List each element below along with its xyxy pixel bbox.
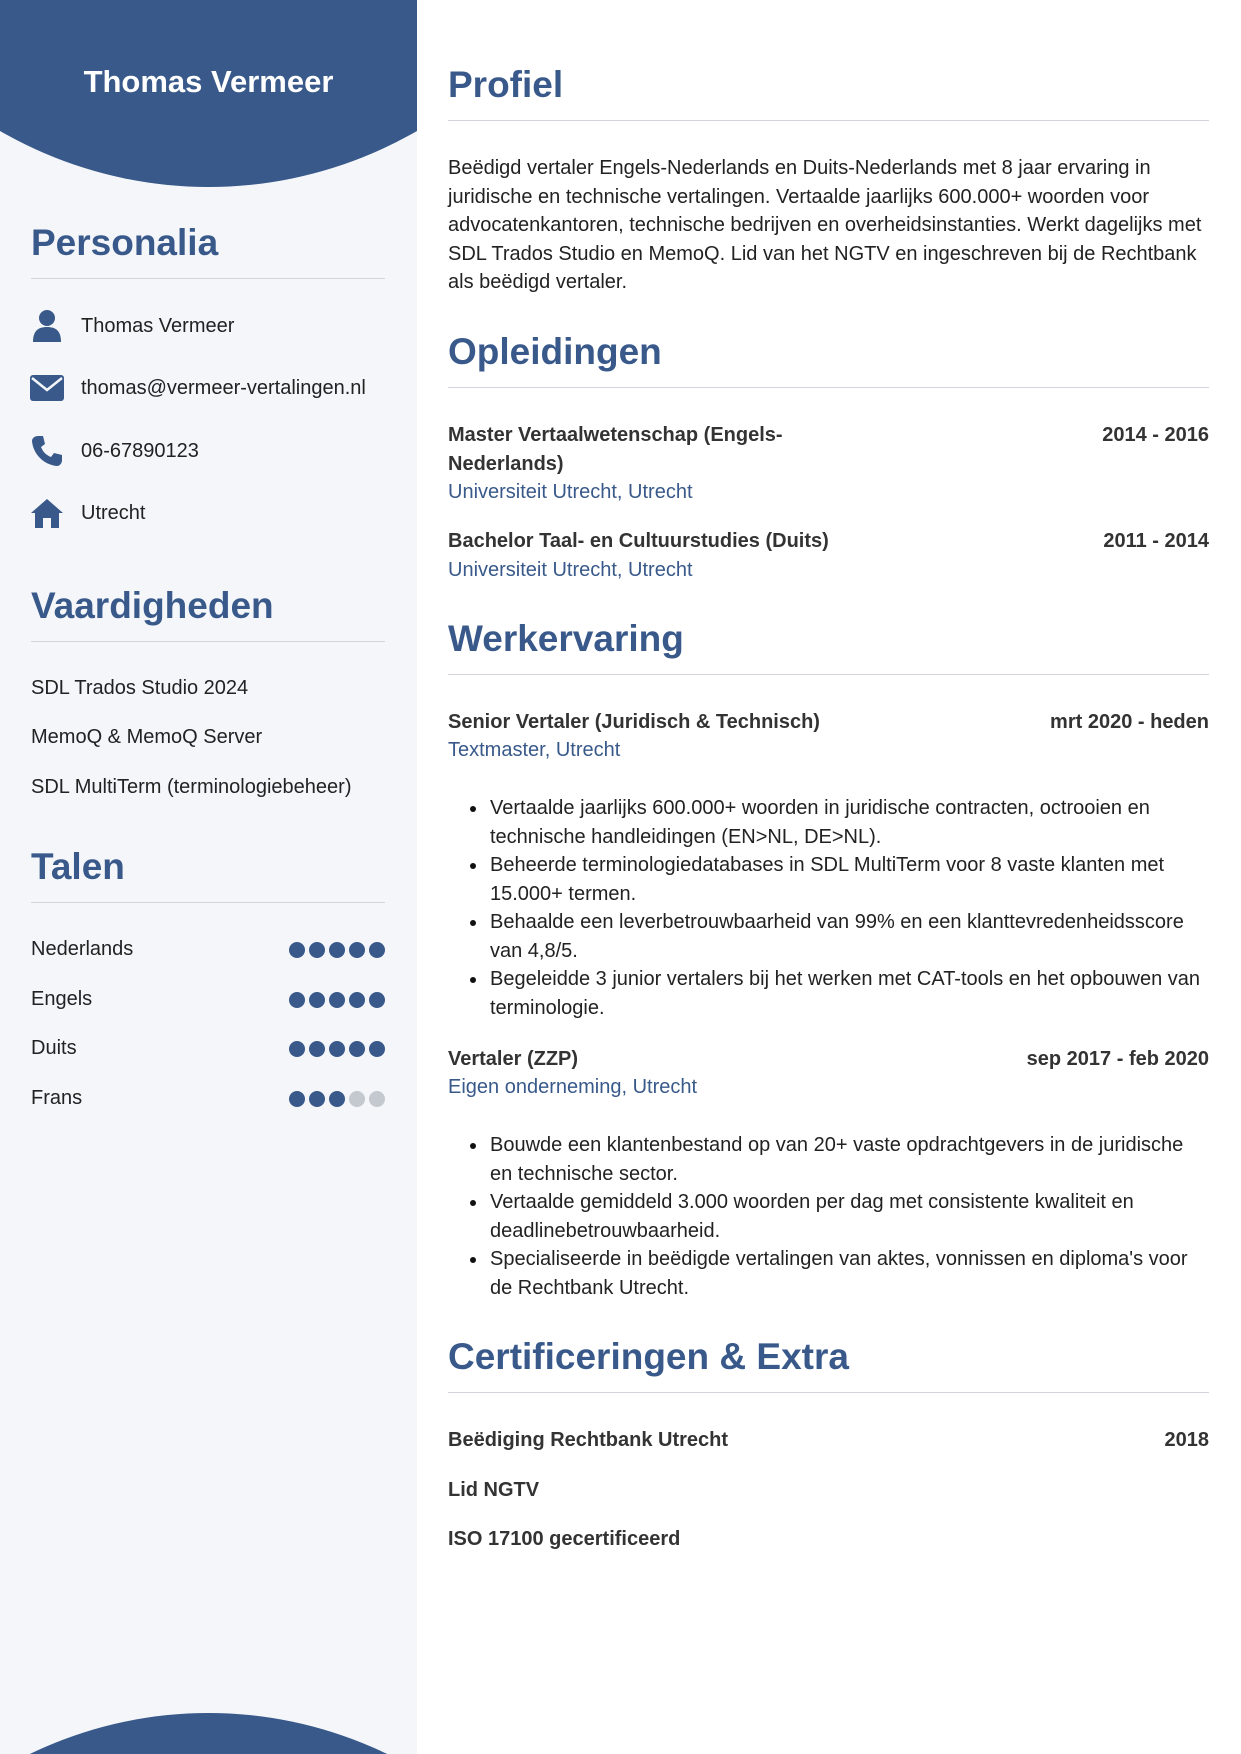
- profile-text: Beëdigd vertaler Engels-Nederlands en Duits-Nederlands met 8 jaar ervaring in juridische en technische vertalingen. Vertaalde jaarlijks 600.000+ woorden voor advocatenkantoren, technische bedrijven en overheidsinstanties. Werkt dagelijks met SDL Trados Studio en MemoQ. Lid van het NGTV en ingeschreven bij de Rechtbank als beëdigd vertaler.: [448, 157, 1202, 293]
- certifications-title: Certificeringen & Extra: [448, 1336, 1209, 1393]
- job-period: sep 2017 - feb 2020: [1026, 1048, 1209, 1070]
- job-entry: [448, 708, 1209, 737]
- school: Universiteit Utrecht, Utrecht: [448, 481, 693, 503]
- job-bullets: [490, 1131, 1205, 1302]
- level-dot-filled: [309, 942, 325, 958]
- level-dot-filled: [289, 992, 305, 1008]
- language-row: [31, 1037, 385, 1060]
- contact-name: Thomas Vermeer: [28, 306, 388, 346]
- job-role: Vertaler (ZZP): [448, 1048, 579, 1070]
- level-dot-filled: [309, 1041, 325, 1057]
- profile-title: Profiel: [448, 64, 1209, 121]
- bullet: Bouwde een klantenbestand op van 20+ vaste opdrachtgevers in de juridische en technische sector.: [490, 1131, 1205, 1188]
- level-dot-filled: [289, 1091, 305, 1107]
- level-dot-filled: [329, 1091, 345, 1107]
- language-name: Frans: [31, 1087, 83, 1109]
- level-dot-empty: [349, 1091, 365, 1107]
- education-entry: [448, 421, 1209, 478]
- skill-item: SDL Trados Studio 2024: [31, 677, 249, 699]
- bullet: Vertaalde gemiddeld 3.000 woorden per dag met consistente kwaliteit en deadlinebetrouwbaarheid.: [490, 1188, 1205, 1245]
- level-dot-filled: [329, 942, 345, 958]
- job-company: Eigen onderneming, Utrecht: [448, 1076, 698, 1098]
- skill-item: SDL MultiTerm (terminologiebeheer): [31, 776, 352, 798]
- language-level: [289, 1041, 385, 1057]
- level-dot-filled: [369, 992, 385, 1008]
- bullet: Begeleidde 3 junior vertalers bij het werken met CAT-tools en het opbouwen van terminologie.: [490, 965, 1205, 1022]
- language-row: [31, 1087, 385, 1110]
- level-dot-filled: [309, 1091, 325, 1107]
- language-level: [289, 942, 385, 958]
- bullet: Vertaalde jaarlijks 600.000+ woorden in juridische contracten, octrooien en technische handleidingen (EN>NL, DE>NL).: [490, 794, 1205, 851]
- cert-item: [448, 1429, 1209, 1452]
- education-title: Opleidingen: [448, 331, 1209, 388]
- period: 2014 - 2016: [1102, 424, 1209, 446]
- footer-arc: [0, 1713, 417, 1754]
- level-dot-empty: [369, 1091, 385, 1107]
- level-dot-filled: [369, 1041, 385, 1057]
- cert-item: [448, 1528, 1209, 1551]
- job-period: mrt 2020 - heden: [1050, 711, 1209, 733]
- job-company: Textmaster, Utrecht: [448, 739, 621, 761]
- cert-year: 2018: [1164, 1429, 1209, 1451]
- language-row: [31, 938, 385, 961]
- level-dot-filled: [329, 1041, 345, 1057]
- home-icon: [28, 495, 66, 531]
- bullet: Specialiseerde in beëdigde vertalingen van aktes, vonnissen en diploma's voor de Rechtbank Utrecht.: [490, 1245, 1205, 1302]
- level-dot-filled: [349, 1041, 365, 1057]
- language-level: [289, 992, 385, 1008]
- languages-title: Talen: [31, 846, 385, 903]
- bullet: Beheerde terminologiedatabases in SDL MultiTerm voor 8 vaste klanten met 15.000+ termen.: [490, 851, 1205, 908]
- sidebar: [0, 0, 417, 1754]
- user-icon: [28, 308, 66, 344]
- school: Universiteit Utrecht, Utrecht: [448, 559, 693, 581]
- degree: Bachelor Taal- en Cultuurstudies (Duits): [448, 530, 829, 552]
- degree: Master Vertaalwetenschap (Engels-Nederlands): [448, 424, 783, 475]
- envelope-icon: [28, 370, 66, 406]
- contact-email[interactable]: thomas@vermeer-vertalingen.nl: [28, 368, 388, 408]
- bullet: Behaalde een leverbetrouwbaarheid van 99% en een klanttevredenheidsscore van 4,8/5.: [490, 908, 1205, 965]
- level-dot-filled: [329, 992, 345, 1008]
- cert-name: ISO 17100 gecertificeerd: [448, 1528, 681, 1550]
- education-entry: [448, 527, 1209, 556]
- job-bullets: [490, 794, 1205, 1022]
- level-dot-filled: [289, 1041, 305, 1057]
- level-dot-filled: [289, 942, 305, 958]
- candidate-name: Thomas Vermeer: [83, 64, 334, 99]
- phone-icon: [28, 433, 66, 469]
- period: 2011 - 2014: [1103, 530, 1209, 552]
- personalia-title: Personalia: [31, 222, 385, 279]
- language-name: Duits: [31, 1037, 77, 1059]
- level-dot-filled: [349, 992, 365, 1008]
- language-level: [289, 1091, 385, 1107]
- level-dot-filled: [309, 992, 325, 1008]
- language-name: Engels: [31, 988, 93, 1010]
- job-role: Senior Vertaler (Juridisch & Technisch): [448, 711, 820, 733]
- experience-title: Werkervaring: [448, 618, 1209, 675]
- cert-name: Beëdiging Rechtbank Utrecht: [448, 1429, 729, 1451]
- skills-title: Vaardigheden: [31, 585, 385, 642]
- skill-item: MemoQ & MemoQ Server: [31, 726, 263, 748]
- level-dot-filled: [369, 942, 385, 958]
- language-name: Nederlands: [31, 938, 134, 960]
- level-dot-filled: [349, 942, 365, 958]
- contact-phone[interactable]: 06-67890123: [28, 431, 388, 471]
- cert-item: [448, 1479, 1209, 1502]
- contact-location: Utrecht: [28, 493, 388, 533]
- job-entry: [448, 1045, 1209, 1074]
- cert-name: Lid NGTV: [448, 1479, 540, 1501]
- language-row: [31, 988, 385, 1011]
